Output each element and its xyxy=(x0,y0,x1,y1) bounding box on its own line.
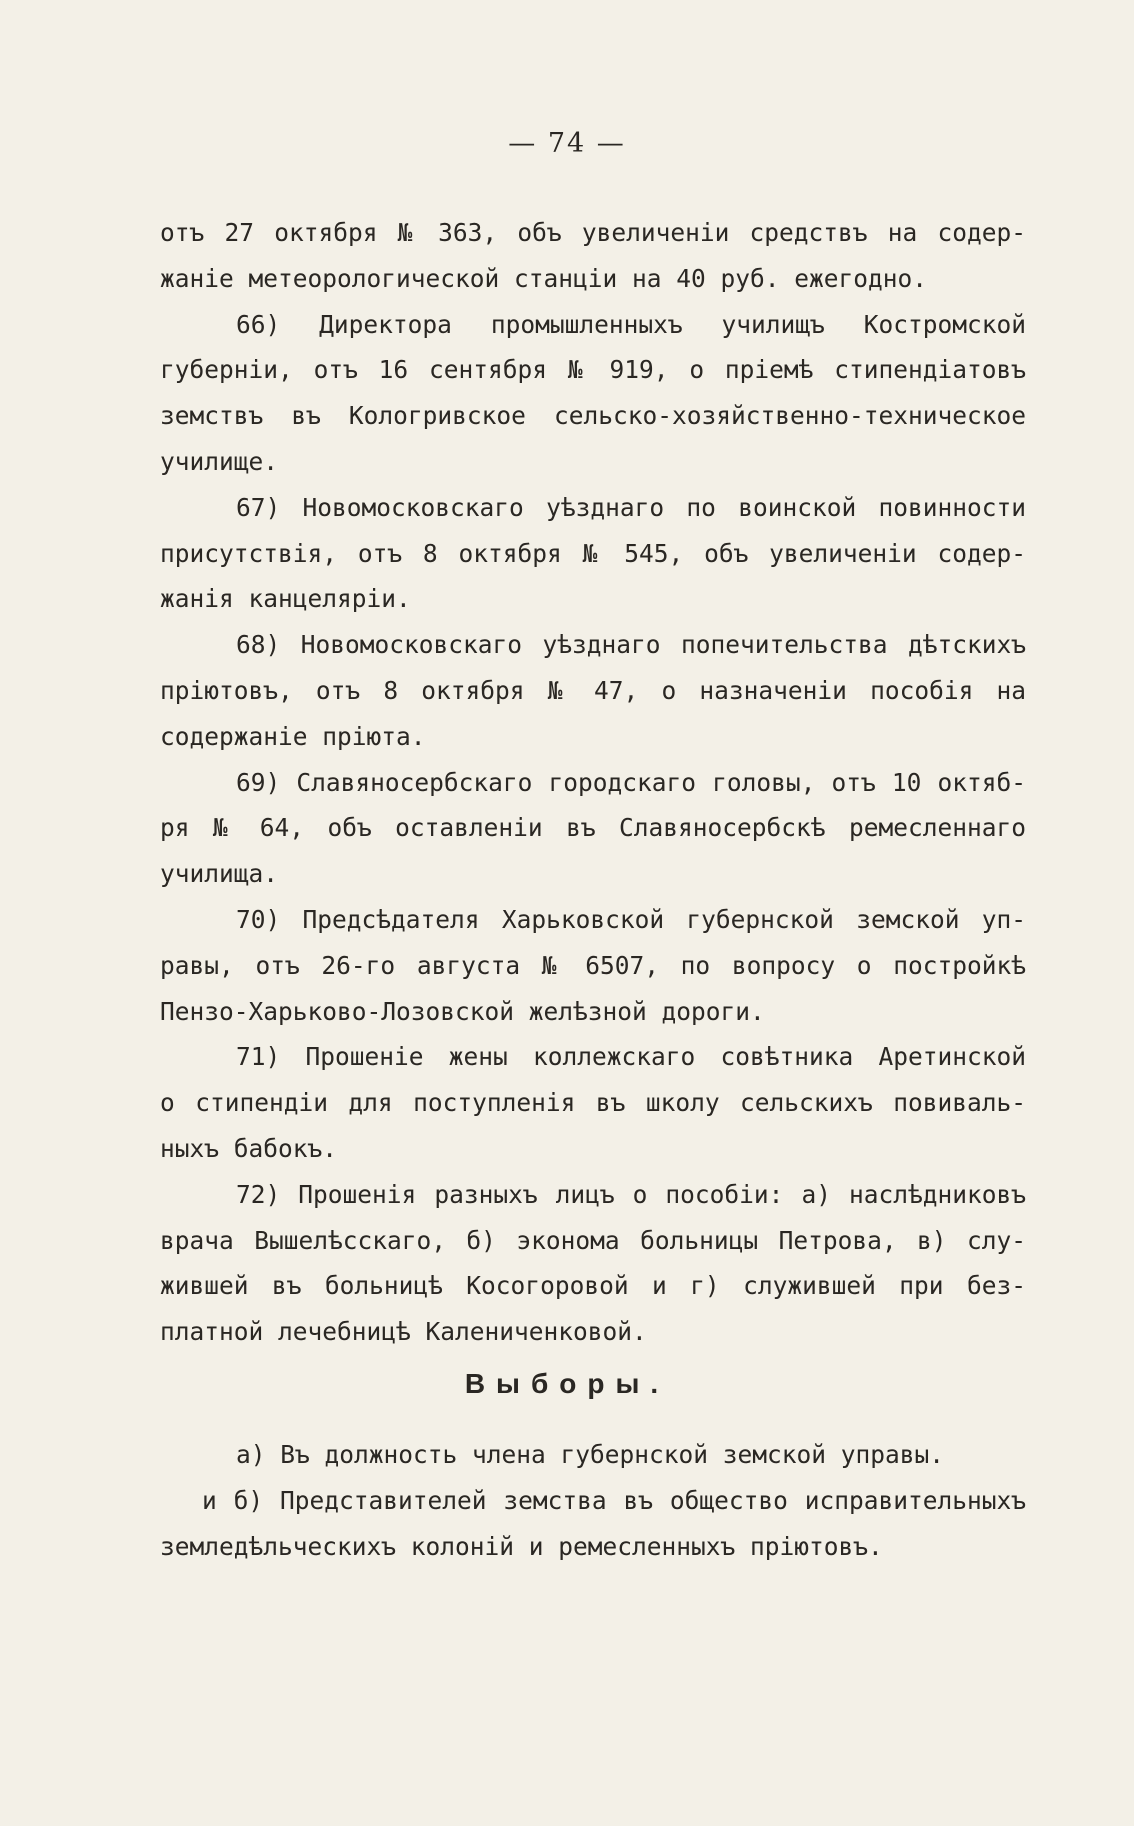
text-line: жаніе метеорологической станціи на 40 руб. ежегодно. xyxy=(160,263,928,293)
text-line: платной лечебницѣ Калениченковой. xyxy=(160,1317,647,1347)
text-line: земствъ въ Кологривское сельско-хозяйственно-техническое xyxy=(160,401,1026,431)
body-text xyxy=(160,210,1026,1355)
text-line: содержаніе пріюта. xyxy=(160,721,426,751)
text-line: равы, отъ 26-го августа № 6507, по вопросу о постройкѣ xyxy=(160,950,1026,980)
election-line: и б) Представителей земства въ общество исправительныхъ xyxy=(202,1485,1026,1515)
text-line: 70) Предсѣдателя Харьковской губернской земской уп- xyxy=(236,904,1026,934)
text-line: врача Вышелѣсскаго, б) эконома больницы Петрова, в) слу- xyxy=(160,1225,1026,1255)
text-line: 68) Новомосковскаго уѣзднаго попечительства дѣтскихъ xyxy=(236,630,1026,660)
text-line: губерніи, отъ 16 сентября № 919, о пріемѣ стипендіатовъ xyxy=(160,355,1026,385)
text-line: 72) Прошенія разныхъ лицъ о пособіи: а) наслѣдниковъ xyxy=(236,1179,1026,1209)
elections-list xyxy=(160,1432,1026,1569)
election-line: земледѣльческихъ колоній и ремесленныхъ пріютовъ. xyxy=(160,1531,883,1561)
text-line: 69) Славяносербскаго городскаго головы, отъ 10 октяб- xyxy=(236,767,1026,797)
text-line: училище. xyxy=(160,446,279,476)
text-line: жанія канцеляріи. xyxy=(160,584,411,614)
text-line: ныхъ бабокъ. xyxy=(160,1133,338,1163)
text-line: Пензо-Харьково-Лозовской желѣзной дороги. xyxy=(160,996,765,1026)
text-line: училища. xyxy=(160,859,279,889)
text-line: присутствія, отъ 8 октября № 545, объ увеличеніи содер- xyxy=(160,538,1026,568)
text-line: жившей въ больницѣ Косогоровой и г) служившей при без- xyxy=(160,1271,1026,1301)
text-line: 67) Новомосковскаго уѣзднаго по воинской повинности xyxy=(236,492,1026,522)
text-line: о стипендіи для поступленія въ школу сельскихъ повиваль- xyxy=(160,1088,1026,1118)
section-heading: Выборы. xyxy=(464,1368,670,1399)
text-line: ря № 64, объ оставленіи въ Славяносербскѣ ремесленнаго xyxy=(160,813,1026,843)
text-line: 66) Директора промышленныхъ училищъ Костромской xyxy=(236,309,1026,339)
election-line: а) Въ должность члена губернской земской управы. xyxy=(236,1440,945,1469)
text-line: 71) Прошеніе жены коллежскаго совѣтника Аретинской xyxy=(236,1042,1026,1072)
page-number: — 74 — xyxy=(508,128,626,159)
text-line: пріютовъ, отъ 8 октября № 47, о назначеніи пособія на xyxy=(160,675,1026,705)
text-line: отъ 27 октября № 363, объ увеличеніи средствъ на содер- xyxy=(160,218,1026,247)
